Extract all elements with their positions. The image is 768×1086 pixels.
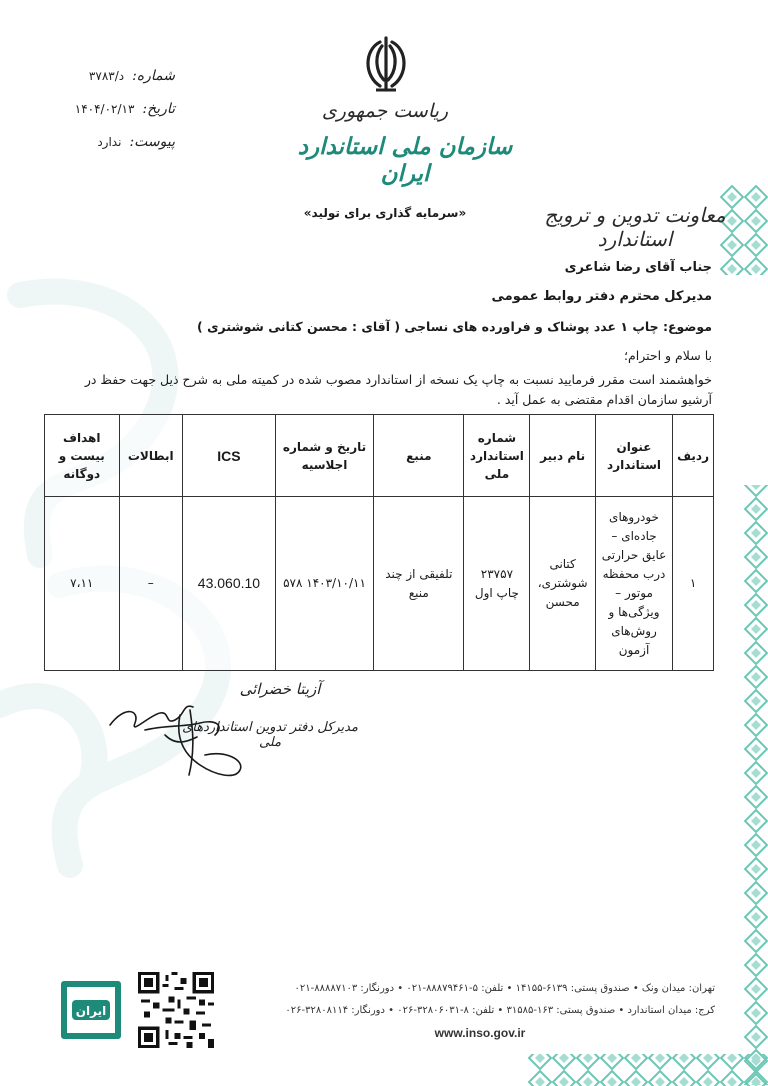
deputy-title: معاونت تدوین و ترویج استاندارد (544, 203, 726, 251)
header-secretary: نام دبیر (530, 415, 596, 497)
qr-code (138, 972, 214, 1048)
header-title: عنوان استاندارد (595, 415, 672, 497)
attachment-label: پیوست: (129, 134, 175, 150)
letter-meta (55, 68, 175, 167)
greeting: با سلام و احترام؛ (624, 348, 712, 363)
header-source: منبع (374, 415, 464, 497)
cell-secretary: کتانی شوشتری، محسن (530, 497, 596, 671)
cell-session: ۱۴۰۳/۱۰/۱۱ ۵۷۸ (275, 497, 373, 671)
number-value: د/۳۷۸۳ (88, 69, 125, 83)
attachment-row (55, 134, 175, 167)
table-row (45, 497, 714, 671)
footer-karaj-address: کرج: میدان استاندارد • صندوق پستی: ۱۶۳-۳۱۵۸۵ • تلفن: ۸-۳۲۸۰۶۰۳۱-۰۲۶ • دورنگار: ۳۲۸۰۸۱۱۴-۰۲۶ (285, 1005, 715, 1016)
cell-goals: ۷،۱۱ (45, 497, 120, 671)
header-ics: ICS (183, 415, 276, 497)
header-session: تاریخ و شماره اجلاسیه (275, 415, 373, 497)
presidency-title: ریاست جمهوری (321, 100, 449, 122)
subject-line: موضوع: چاپ ۱ عدد پوشاک و فراورده های نساجی ( آقای : محسن کتانی شوشتری ) (197, 319, 712, 334)
body-paragraph: خواهشمند است مقرر فرمایید نسبت به چاپ یک نسخه از استاندارد مصوب شده در کمیته ملی به شرح ذیل جهت حفظ در آرشیو سازمان اقدام مقتضی به عمل آید . (84, 372, 712, 407)
organization-name: سازمان ملی استاندارد ایران (297, 133, 513, 187)
table-header-row (45, 415, 714, 497)
attachment-value: ندارد (97, 135, 122, 149)
recipient-title: مدیرکل محترم دفتر روابط عمومی (491, 289, 712, 304)
cell-standard-number: ۲۳۷۵۷ چاپ اول (464, 497, 530, 671)
handwritten-signature (105, 695, 255, 790)
iran-emblem-icon (358, 36, 414, 96)
cell-source: تلفیقی از چند منبع (374, 497, 464, 671)
number-row (55, 68, 175, 101)
standards-table (44, 414, 714, 671)
cell-row-number: ۱ (673, 497, 714, 671)
header-standard-number: شماره استاندارد ملی (464, 415, 530, 497)
inso-logo-text: ایران (75, 1004, 107, 1018)
signer-name: آزیتا خضرائی (239, 680, 321, 698)
signer-title: مدیرکل دفتر تدوین استانداردهای ملی (182, 720, 358, 750)
footer-website-link[interactable]: www.inso.gov.ir (434, 1026, 526, 1040)
date-row (55, 101, 175, 134)
header-goals: اهداف بیست و دوگانه (45, 415, 120, 497)
decorative-pattern-right (720, 185, 768, 1085)
number-label: شماره: (132, 68, 175, 84)
decorative-pattern-bottom (528, 1046, 768, 1086)
cell-ics: 43.060.10 (183, 497, 276, 671)
inso-logo (58, 980, 124, 1040)
header-row-number: ردیف (673, 415, 714, 497)
cell-title: خودروهای جاده‌ای – عایق حرارتی درب محفظه موتور – ویژگی‌ها و روش‌های آزمون (595, 497, 672, 671)
header-withdrawals: ابطالات (119, 415, 183, 497)
slogan: «سرمایه گذاری برای تولید» (303, 206, 467, 220)
cell-withdrawals: – (119, 497, 183, 671)
date-value: ۱۴۰۴/۰۲/۱۳ (74, 102, 135, 116)
recipient-name: جناب آقای رضا شاعری (564, 260, 712, 275)
footer-tehran-address: تهران: میدان ونک • صندوق پستی: ۶۱۳۹-۱۴۱۵۵ • تلفن: ۵-۸۸۸۷۹۴۶۱-۰۲۱ • دورنگار: ۸۸۸۸۷۱۰۳-۰۲۱ (294, 983, 715, 994)
date-label: تاریخ: (142, 101, 175, 117)
